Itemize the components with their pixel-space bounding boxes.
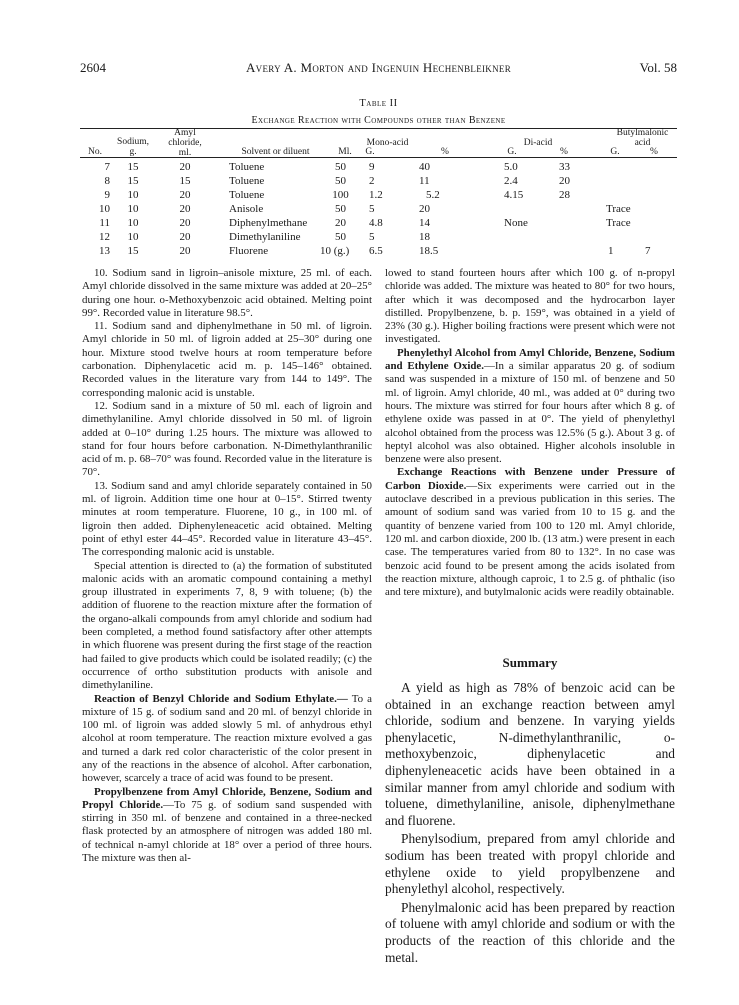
summary-paragraph: Phenylsodium, prepared from amyl chloride and sodium has been treated with propyl chloride and ethylene oxide to yield propylbenzene and phenylethyl alcohol, respectively. xyxy=(385,831,675,897)
table-title: Table II xyxy=(359,98,398,109)
cell-no: 13 xyxy=(99,245,110,257)
paragraph-text: —In a similar apparatus 20 g. of sodium sand was suspended in a mixture of 150 ml. of benzene and 50 ml. of ligroin. Amyl chloride, 40 ml., was added at 0° during two hours. The mixture was stirred for four hours after which 8 g. of ethylene oxide was passed in at 0°. The yield of phenylethyl alcohol obtained from the process was 12.5% (5 g.). About 3 g. of heptyl alcohol was also obtained. Higher alcohols insoluble in benzene were also present. xyxy=(385,360,675,466)
cell-di-pct: 20 xyxy=(559,175,570,187)
paragraph-text: To a mixture of 15 g. of sodium sand and 20 ml. of benzyl chloride in 100 ml. of ligroin was added slowly 5 ml. of anhydrous ethyl alcohol at room temperature. The reaction mixture evolved a gas and turned a dark red color characteristic of the color present in any of the reactions in the absence of alcohol. After carbonation, however, scarcely a trace of acid was found to be present. xyxy=(82,692,372,785)
header-butyl-g: G. xyxy=(610,147,620,157)
header-butyl-pct: % xyxy=(650,147,658,157)
header-amyl-line3: ml. xyxy=(178,148,192,158)
header-di-g: G. xyxy=(507,147,517,157)
cell-mono-pct: 18.5 xyxy=(419,245,439,257)
cell-mono-g: 2 xyxy=(369,175,375,187)
cell-amyl: 20 xyxy=(179,203,191,215)
running-authors: Avery A. Morton and Ingenuin Hechenbleikner xyxy=(245,60,512,75)
cell-ml: 50 xyxy=(335,175,346,187)
cell-amyl: 20 xyxy=(179,231,191,243)
table-caption: Exchange Reaction with Compounds other than Benzene xyxy=(251,115,506,126)
cell-butyl-g: Trace xyxy=(606,203,631,215)
cell-di-g: None xyxy=(504,217,528,229)
paragraph xyxy=(385,347,675,467)
header-butyl-line1: Butylmalonic xyxy=(616,128,669,138)
header-no: No. xyxy=(88,147,102,157)
cell-mono-g: 5 xyxy=(369,231,375,243)
paragraph xyxy=(82,786,372,866)
running-header xyxy=(80,60,677,78)
header-di-acid: Di-acid xyxy=(523,138,553,148)
right-column xyxy=(385,267,675,599)
cell-sodium: 15 xyxy=(127,245,139,257)
cell-ml: 50 xyxy=(335,161,346,173)
cell-mono-pct: 20 xyxy=(419,203,430,215)
header-sodium-line1: Sodium, xyxy=(117,137,149,147)
table-header-rule xyxy=(80,157,677,158)
cell-solvent: Toluene xyxy=(229,161,265,173)
cell-amyl: 20 xyxy=(179,217,191,229)
paragraph xyxy=(385,466,675,599)
cell-ml: 100 xyxy=(332,189,349,201)
header-mono-g: G. xyxy=(365,147,375,157)
header-amyl xyxy=(160,128,210,158)
cell-di-g: 5.0 xyxy=(504,161,518,173)
paragraph xyxy=(82,693,372,786)
cell-di-g: 2.4 xyxy=(504,175,518,187)
paragraph: 10. Sodium sand in ligroin–anisole mixture, 25 ml. of each. Amyl chloride dissolved in the same mixture was added at 20–25° during one hour. o-Methoxybenzoic acid obtained. Melting point 99°. Recorded value in literature 98.5°. xyxy=(82,267,372,319)
cell-ml: 50 xyxy=(335,203,346,215)
summary-section xyxy=(385,680,675,968)
paragraph: 12. Sodium sand in a mixture of 50 ml. each of ligroin and dimethylaniline. Amyl chloride dissolved in 50 ml. of ligroin added at 0–10° during 1.25 hours. The mixture was allowed to stand for four hours before carbonation. N-Dimethylanthranilic acid of m. p. 68–70° was found. Recorded value in the literature is 70°. xyxy=(82,399,372,479)
paragraph-text: —To 75 g. of sodium sand suspended with stirring in 350 ml. of benzene and contained in a three-necked flask protected by an atmosphere of nitrogen was added 180 ml. of technical n-amyl chloride at 18° over a period of three hours. The mixture was then al- xyxy=(82,798,373,865)
cell-sodium: 10 xyxy=(127,189,139,201)
cell-solvent: Toluene xyxy=(229,175,265,187)
cell-mono-g: 4.8 xyxy=(369,217,383,229)
paragraph: lowed to stand fourteen hours after which 100 g. of n-propyl chloride was added. The mixture was heated to 80° for two hours, after which it was decomposed and the hydrocarbon layer distilled. Propylbenzene, b. p. 159°, was obtained in a yield of 23% (30 g.). Higher boiling fractions were present which were not investigated. xyxy=(385,267,675,346)
header-mono-pct: % xyxy=(441,147,449,157)
cell-mono-g: 5 xyxy=(369,203,375,215)
cell-solvent: Toluene xyxy=(229,189,265,201)
header-butyl-line2: acid xyxy=(634,138,651,148)
cell-mono-g: 1.2 xyxy=(369,189,383,201)
cell-amyl: 15 xyxy=(179,175,191,187)
header-amyl-line2: chloride, xyxy=(168,138,202,148)
cell-no: 9 xyxy=(104,189,110,201)
header-solvent: Solvent or diluent xyxy=(241,147,310,157)
cell-solvent: Fluorene xyxy=(229,245,269,257)
cell-butyl-pct: 7 xyxy=(645,245,651,257)
section-heading: Reaction of Benzyl Chloride and Sodium Ethylate.— xyxy=(94,692,348,705)
cell-ml: 20 xyxy=(335,217,346,229)
header-sodium-line2: g. xyxy=(129,147,137,157)
cell-butyl-g: 1 xyxy=(608,245,614,257)
cell-solvent: Anisole xyxy=(229,203,264,215)
paragraph: 13. Sodium sand and amyl chloride separately contained in 50 ml. of ligroin. Addition time one hour at 0–15°. Stirred twenty minutes at room temperature. Fluorene, 10 g., in 100 ml. of ligroin then added. Diphenyleneacetic acid obtained. Melting point of ethyl ester 44–45°. Recorded value in literature 43–45°. The corresponding malonic acid is unstable. xyxy=(82,479,372,559)
cell-no: 11 xyxy=(99,217,110,229)
cell-di-pct: 33 xyxy=(559,161,570,173)
cell-di-g: 4.15 xyxy=(504,189,524,201)
section-heading: Exchange Reactions with Benzene under Pressure of Carbon Dioxide. xyxy=(385,466,675,492)
summary-paragraph: A yield as high as 78% of benzoic acid can be obtained in an exchange reaction between amyl chloride, sodium and benzene. In varying yields phenylacetic, N-dimethylanthranilic, o-methoxybenzoic, diphenylacetic and diphenyleneacetic acids have been obtained in a similar manner from amyl chloride and sodium with toluene, dimethylaniline, anisole, diphenylmethane and fluorene. xyxy=(385,680,675,828)
cell-di-pct: 28 xyxy=(559,189,570,201)
volume-label: Vol. 58 xyxy=(639,60,677,75)
paragraph: 11. Sodium sand and diphenylmethane in 50 ml. of ligroin. Amyl chloride in 50 ml. of ligroin added at 25–30° during one hour. Mixture stood twelve hours at room temperature before carbonation. Diphenylacetic acid m. p. 145–146° obtained. Recorded values in the literature vary from 144 to 149°. The corresponding malonic acid is unstable. xyxy=(82,320,372,399)
section-heading: Propylbenzene from Amyl Chloride, Benzene, Sodium and Propyl Chloride. xyxy=(82,785,372,811)
paragraph-text: —Six experiments were carried out in the autoclave described in a previous publication in this series. The amount of sodium sand was varied from 10 to 15 g. and the quantity of benzene varied from 100 to 120 ml. Amyl chloride, 120 ml. and carbon dioxide, 200 lb. (13 atm.) were present in each case. The temperatures varied from 80 to 132°. In no case was benzoic acid found to be present among the acids isolated from the reaction mixture, although caproic, 1 to 2.5 g. of phthalic (iso and tere mixture), and butylmalonic acids were readily obtainable. xyxy=(385,479,675,599)
cell-ml: 10 (g.) xyxy=(320,245,350,257)
cell-solvent: Dimethylaniline xyxy=(229,231,301,243)
cell-ml: 50 xyxy=(335,231,346,243)
cell-amyl: 20 xyxy=(179,161,191,173)
header-butylmalonic xyxy=(605,128,680,148)
header-amyl-line1: Amyl xyxy=(174,128,196,138)
cell-no: 12 xyxy=(99,231,110,243)
cell-amyl: 20 xyxy=(179,245,191,257)
cell-mono-g: 6.5 xyxy=(369,245,383,257)
page-number: 2604 xyxy=(80,60,106,75)
cell-mono-pct: 5.2 xyxy=(426,189,440,201)
cell-mono-pct: 14 xyxy=(419,217,430,229)
cell-sodium: 10 xyxy=(127,231,139,243)
left-column xyxy=(82,267,372,865)
cell-butyl-g: Trace xyxy=(606,217,631,229)
paragraph: Special attention is directed to (a) the formation of substituted malonic acids with an aromatic compound containing a methyl group illustrated in experiments 7, 8, 9 with toluene; (b) the addition of fluorene to the reaction mixture after the formation of the organo-alkali compounds from amyl chloride and sodium had been completed, a method found satisfactory after other attempts in which fluorene was present during the first stage of the reaction had failed to give products which could be isolated readily; (c) the occurrence of ortho substitution products with anisole and dimethylaniline. xyxy=(82,559,372,692)
header-mono-acid: Mono-acid xyxy=(366,138,409,148)
cell-no: 7 xyxy=(104,161,110,173)
summary-title: Summary xyxy=(502,655,558,670)
cell-mono-pct: 11 xyxy=(419,175,430,187)
section-heading: Phenylethyl Alcohol from Amyl Chloride, Benzene, Sodium and Ethylene Oxide. xyxy=(385,346,675,373)
cell-solvent: Diphenylmethane xyxy=(229,217,308,229)
header-ml: Ml. xyxy=(338,147,352,157)
cell-mono-g: 9 xyxy=(369,161,375,173)
header-sodium xyxy=(113,137,153,157)
cell-no: 10 xyxy=(99,203,110,215)
summary-paragraph: Phenylmalonic acid has been prepared by reaction of toluene with amyl chloride and sodium or with the products of the reaction of this chloride and the metal. xyxy=(385,899,675,965)
header-di-pct: % xyxy=(560,147,568,157)
cell-no: 8 xyxy=(104,175,110,187)
cell-sodium: 15 xyxy=(127,161,139,173)
cell-amyl: 20 xyxy=(179,189,191,201)
cell-sodium: 10 xyxy=(127,217,139,229)
cell-sodium: 15 xyxy=(127,175,139,187)
cell-mono-pct: 18 xyxy=(419,231,430,243)
cell-sodium: 10 xyxy=(127,203,139,215)
cell-mono-pct: 40 xyxy=(419,161,430,173)
